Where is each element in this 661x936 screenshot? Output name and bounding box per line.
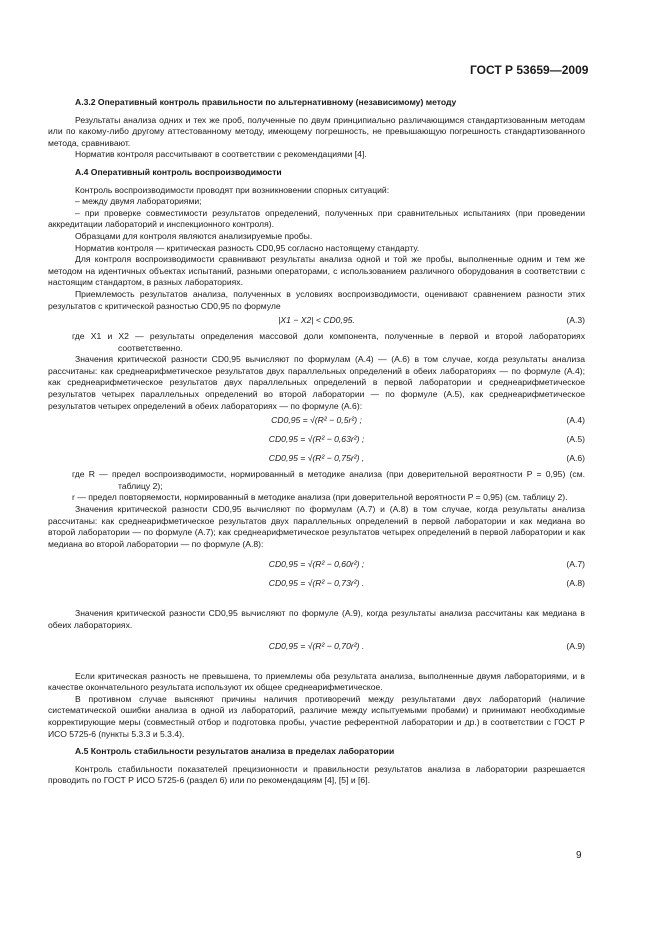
- formula-number: (А.3): [566, 315, 585, 326]
- paragraph: Норматив контроля — критическая разность CD0,95 согласно настоящему стандарту.: [75, 242, 420, 253]
- document-header: ГОСТ Р 53659—2009: [470, 63, 589, 77]
- where-clause: где X1 и X2 — результаты определения массовой доли компонента, полученные в первой и второй лабораториях соответственно.: [72, 331, 585, 353]
- document-body: [48, 97, 585, 787]
- section-a32-title: А.3.2 Оперативный контроль правильности по альтернативному (независимому) методу: [75, 97, 457, 107]
- formula-expression: CD0,95 = √(R² − 0,73r²) .: [268, 578, 365, 589]
- formula-expression: CD0,95 = √(R² − 0,70r²) .: [268, 640, 365, 651]
- formula-number: (А.6): [566, 453, 585, 464]
- formula-expression: |X1 − X2| < CD0,95.: [278, 315, 355, 326]
- formula-number: (А.4): [566, 415, 585, 426]
- formula-number: (А.5): [566, 434, 585, 445]
- formula-a6: [48, 450, 585, 469]
- paragraph: Образцами для контроля являются анализируемые пробы.: [75, 230, 313, 241]
- formula-a5: [48, 431, 585, 450]
- paragraph: Приемлемость результатов анализа, полученных в условиях воспроизводимости, оценивают сравнением разности этих результатов с критической разностью CD0,95 по формуле: [48, 288, 585, 311]
- formula-a4: [48, 412, 585, 431]
- list-item: – при проверке совместимости результатов определений, полученных при сравнительных испытаниях (при проведении аккредитации лабораторий и инспекционного контроля).: [48, 207, 585, 230]
- paragraph: Результаты анализа одних и тех же проб, полученные по двум принципиально различающимся стандартизованным методам или по какому-либо другому аттестованному методу, имеющему погрешность, не превышающую погрешность стандартизованного метода, сравнивают.: [48, 114, 585, 148]
- formula-a9: [48, 638, 585, 657]
- paragraph: Значения критической разности CD0,95 вычисляют по формулам (А.4) — (А.6) в том случае, когда результаты анализа рассчитаны: как среднеарифметическое результатов двух параллельных определений в обеих лабораториях — по формуле (А.4); как среднеарифметическое результатов двух параллельных определений в первой лаборатории и среднеарифметическое результатов четырех параллельных определений во второй лаборатории — по формуле (А.5), как среднеарифметическое результатов четырех определений в обеих лабораториях — по формуле (А.6):: [48, 354, 585, 411]
- formula-expression: CD0,95 = √(R² − 0,60r²) ;: [268, 559, 365, 570]
- paragraph: Контроль стабильности показателей прецизионности и правильности результатов анализа в лаборатории разрешается проводить по ГОСТ Р ИСО 5725-6 (раздел 6) или по рекомендациям [4], [5] и [6].: [48, 763, 585, 786]
- page-number: 9: [576, 850, 582, 861]
- paragraph: В противном случае выясняют причины наличия противоречий между результатами двух лабораторий (наличие систематической ошибки анализа в одной из лабораторий, различие между испытуемыми пробами) и принимают необходимые корректирующие меры (совместный отбор и подготовка пробы, участие референтной лаборатории и др.) в соответствии с ГОСТ Р ИСО 5725-6 (пункты 5.3.3 и 5.3.4).: [48, 693, 585, 739]
- paragraph: Значения критической разности CD0,95 вычисляют по формуле (А.9), когда результаты анализа рассчитаны как медиана в обеих лабораториях.: [48, 608, 585, 630]
- formula-a8: [48, 575, 585, 594]
- section-a5-title: А.5 Контроль стабильности результатов анализа в пределах лаборатории: [75, 746, 395, 757]
- formula-number: (А.8): [566, 578, 585, 589]
- formula-a3: [48, 312, 585, 331]
- formula-expression: CD0,95 = √(R² − 0,75r²) ,: [268, 453, 365, 464]
- formula-number: (А.7): [566, 559, 585, 570]
- list-item: – между двумя лабораториями;: [75, 196, 202, 207]
- formula-expression: CD0,95 = √(R² − 0,63r²) ;: [268, 434, 365, 445]
- formula-number: (А.9): [566, 640, 585, 651]
- where-clause: r — предел повторяемости, нормированный в методике анализа (при доверительной вероятности P = 0,95) (см. таблицу 2).: [72, 492, 568, 503]
- paragraph: Для контроля воспроизводимости сравнивают результаты анализа одной и той же пробы, выполненные одним и тем же методом на идентичных объектах испытаний, разными операторами, с использованием различного оборудования в соответствии с настоящим стандартом, в разных лабораториях.: [48, 254, 585, 288]
- where-clause: где R — предел воспроизводимости, нормированный в методике анализа (при доверительной вероятности P = 0,95) (см. таблицу 2);: [72, 469, 585, 491]
- paragraph: Контроль воспроизводимости проводят при возникновении спорных ситуаций:: [75, 184, 390, 195]
- paragraph: Норматив контроля рассчитывают в соответствии с рекомендациями [4].: [75, 149, 367, 160]
- formula-expression: CD0,95 = √(R² − 0,5r²) ;: [271, 415, 362, 426]
- formula-a7: [48, 556, 585, 575]
- paragraph: Если критическая разность не превышена, то приемлемы оба результата анализа, выполненные двумя лабораториями, и в качестве окончательного результата используют их общее среднеарифметическое.: [48, 670, 585, 693]
- section-a4-title: А.4 Оперативный контроль воспроизводимости: [75, 166, 282, 177]
- paragraph: Значения критической разности CD0,95 вычисляют по формулам (А.7) и (А.8) в том случае, когда результаты анализа рассчитаны: как среднеарифметическое результатов двух параллельных определений в первой лаборатории и как медиана во второй лаборатории — по формуле (А.7); как среднеарифметическое результатов четырех определений в первой лаборатории и как медиана во второй лаборатории — по формуле (А.8):: [48, 504, 585, 549]
